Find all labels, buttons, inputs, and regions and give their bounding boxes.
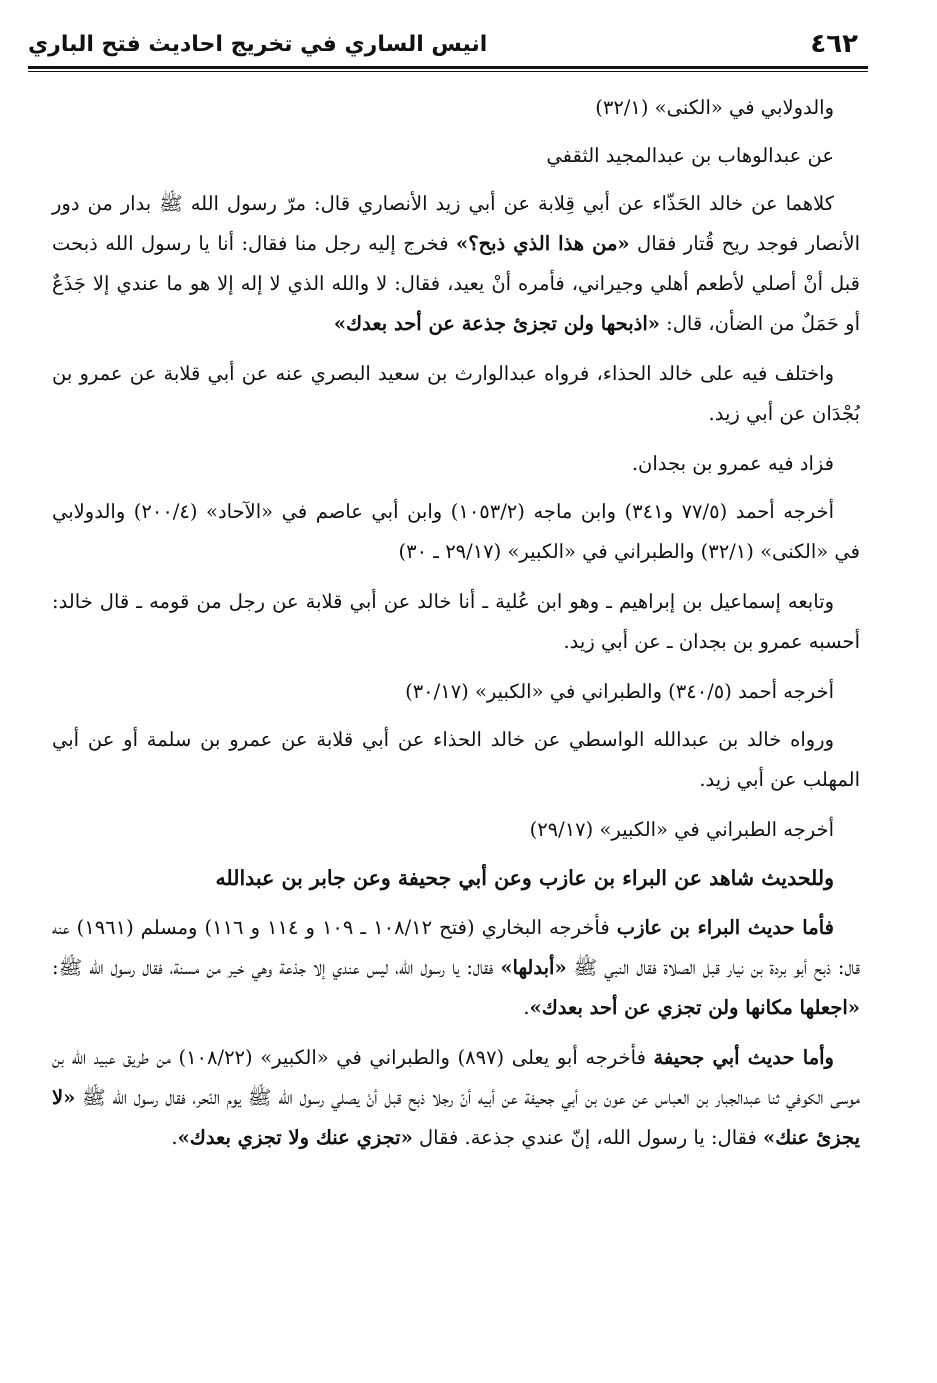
paragraph bbox=[52, 354, 860, 434]
text-run: فخرج إليه رجل منا فقال: أنا يا رسول الله ذبحت قبل أنْ أصلي لأطعم أهلي وجيراني، فأمره أنْ يعيد، فقال: لا والله الذي لا إله إلا هو ما عندي إلا جَذَعٌ أو حَمَلٌ من الضأن، قال: bbox=[52, 232, 860, 335]
text-run: وتابعه إسماعيل بن إبراهيم ـ وهو ابن عُلية ـ أنا خالد عن أبي قلابة عن رجل من قومه ـ قال خالد: أحسبه عمرو بن بجدان ـ عن أبي زيد. bbox=[52, 590, 860, 653]
hadith-quote: «لا يجزئ عنك» bbox=[52, 1086, 860, 1149]
paragraph bbox=[52, 908, 860, 1028]
paragraph bbox=[52, 88, 860, 128]
text-run: . bbox=[523, 996, 530, 1019]
text-run: فقال: يا رسول الله، ليس عندي إلا جذعة وهي خير من مسنة، فقال رسول الله ﷺ: bbox=[52, 956, 501, 979]
text-run: واختلف فيه على خالد الحذاء، فرواه عبدالوارث بن سعيد البصري عنه عن أبي قلابة عن عمرو بن بُجْدَان عن أبي زيد. bbox=[52, 362, 860, 425]
text-run: أخرجه أحمد (٧٧/٥ و٣٤١) وابن ماجه (١٠٥٣/٢) وابن أبي عاصم في «الآحاد» (٢٠٠/٤) والدولابي في «الكنى» (٣٢/١) والطبراني في «الكبير» (٢٩/١٧ ـ ٣٠) bbox=[52, 500, 860, 563]
paragraph bbox=[52, 672, 860, 712]
paragraph bbox=[52, 810, 860, 850]
header-rule bbox=[28, 66, 868, 69]
hadith-quote: «تجزي عنك ولا تجزي بعدك» bbox=[177, 1126, 413, 1149]
paragraph bbox=[52, 492, 860, 572]
paragraph bbox=[52, 720, 860, 800]
running-title: انيس الساري في تخريج احاديث فتح الباري bbox=[28, 32, 488, 57]
paragraph bbox=[52, 444, 860, 484]
text-run: كلاهما عن خالد الحَذّاء عن أبي قِلابة عن أبي زيد الأنصاري قال: مرّ رسول الله ﷺ بدار من دور الأنصار فوجد ريح قُتار فقال bbox=[52, 192, 861, 255]
hadith-quote: «من هذا الذي ذبح؟» bbox=[456, 232, 630, 255]
text-run: أخرجه أحمد (٣٤٠/٥) والطبراني في «الكبير» (٣٠/١٧) bbox=[405, 680, 834, 703]
paragraph bbox=[52, 136, 860, 176]
body-text bbox=[52, 88, 860, 1168]
text-run: عن عبدالوهاب بن عبدالمجيد الثقفي bbox=[546, 144, 834, 167]
text-run: والدولابي في «الكنى» (٣٢/١) bbox=[595, 96, 834, 119]
page-number: ٤٦٢ bbox=[810, 29, 858, 59]
paragraph bbox=[52, 582, 860, 662]
text-run: . bbox=[171, 1126, 178, 1149]
text-run: وللحديث شاهد عن البراء بن عازب وعن أبي جحيفة وعن جابر بن عبدالله bbox=[215, 866, 834, 890]
text-run: فقال: يا رسول الله، إنّ عندي جذعة. فقال bbox=[412, 1126, 764, 1149]
paragraph bbox=[52, 184, 860, 344]
hadith-quote: «اجعلها مكانها ولن تجزي عن أحد بعدك» bbox=[529, 996, 860, 1019]
paragraph bbox=[52, 1038, 860, 1158]
section-heading bbox=[52, 858, 860, 898]
text-run: فزاد فيه عمرو بن بجدان. bbox=[631, 452, 834, 475]
hadith-quote: «اذبحها ولن تجزئ جذعة عن أحد بعدك» bbox=[333, 312, 660, 335]
hadith-quote: «أبدلها» bbox=[500, 956, 567, 979]
text-run: فأخرجه أبو يعلى (٨٩٧) والطبراني في «الكبير» (١٠٨/٢٢) من طريق عبيد الله بن موسى الكوفي ثنا عبدالجبار بن العباس عن عون بن أبي جحيفة عن أبيه أنّ رجلا ذبح قبل أنْ يصلي رسول الله ﷺ يوم النّحر، فقال رسول الله ﷺ bbox=[52, 1046, 860, 1109]
lead-phrase: فأما حديث البراء بن عازب bbox=[616, 916, 834, 939]
header-rule-thin bbox=[28, 71, 868, 72]
text-run: ورواه خالد بن عبدالله الواسطي عن خالد الحذاء عن أبي قلابة عن عمرو بن سلمة أو عن أبي المهلب عن أبي زيد. bbox=[52, 728, 860, 791]
text-run: فأخرجه البخاري (فتح ١٠٨/١٢ ـ ١٠٩ و ١١٤ و ١١٦) ومسلم (١٩٦١) عنه قال: ذبح أبو بردة بن نيار قبل الصلاة فقال النبي ﷺ bbox=[52, 916, 860, 979]
lead-phrase: وأما حديث أبي جحيفة bbox=[653, 1046, 834, 1069]
page-header bbox=[28, 26, 868, 68]
text-run: أخرجه الطبراني في «الكبير» (٢٩/١٧) bbox=[529, 818, 834, 841]
